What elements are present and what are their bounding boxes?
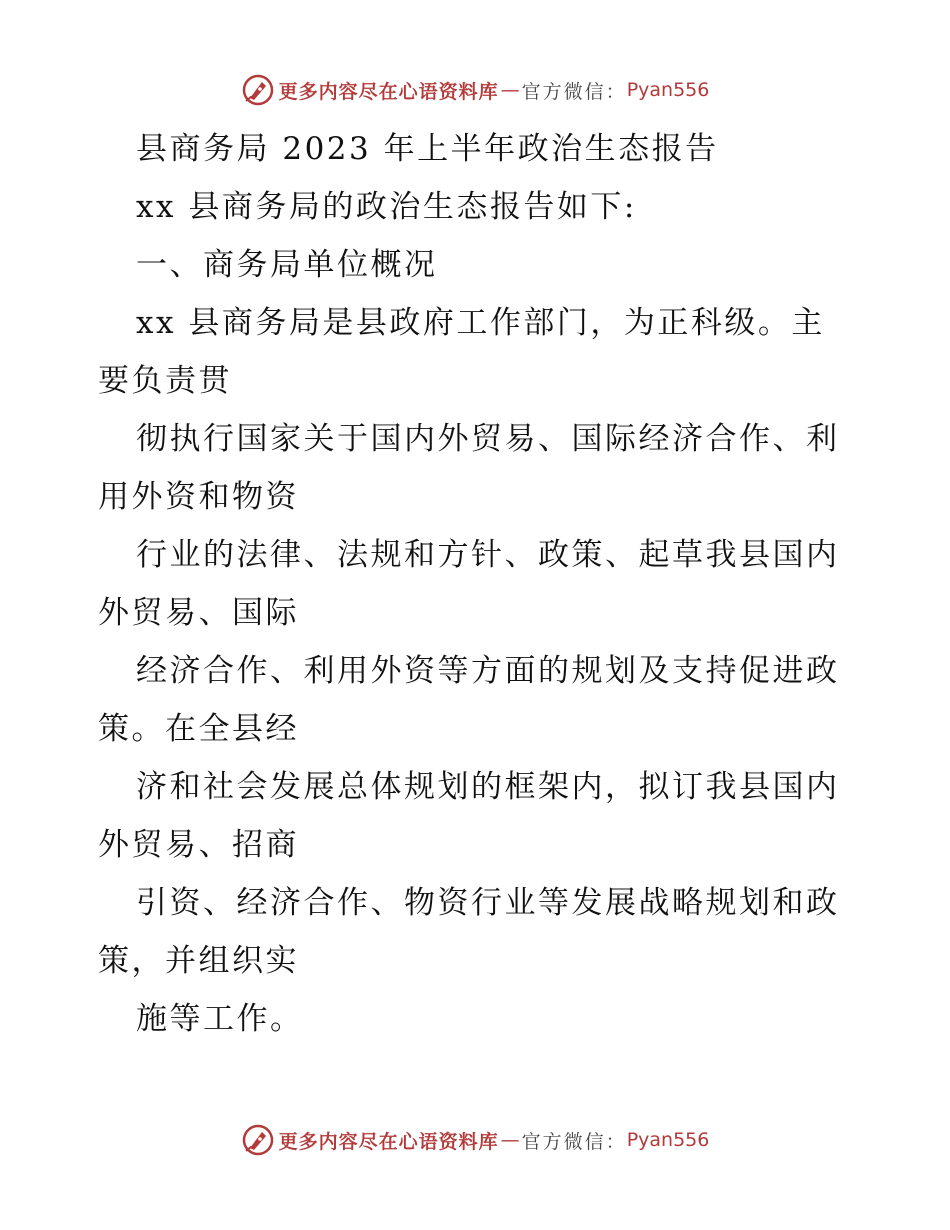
watermark-brand: 更多内容尽在心语资料库 [278, 80, 499, 103]
text-line: xx 县商务局是县政府工作部门，为正科级。主 [136, 305, 825, 341]
document-body [98, 120, 858, 1048]
watermark-separator: — [500, 79, 520, 101]
watermark-wechat-label: 官方微信： [521, 1130, 627, 1153]
text-line: 济和社会发展总体规划的框架内，拟订我县国内 [136, 769, 840, 805]
text-line: 策，并组织实 [98, 943, 299, 979]
watermark-separator: — [500, 1129, 520, 1151]
text-line: 外贸易、国际 [98, 595, 299, 631]
document-title: 县商务局 2023 年上半年政治生态报告 [136, 131, 719, 167]
text-line: 施等工作。 [136, 1001, 304, 1037]
watermark-text [279, 77, 710, 104]
text-line: 要负责贯 [98, 363, 232, 399]
section-heading: 一、商务局单位概况 [136, 247, 438, 283]
text-line: 用外资和物资 [98, 479, 299, 515]
text-line: 策。在全县经 [98, 711, 299, 747]
pen-nib-logo-icon [241, 1123, 275, 1157]
text-line: 外贸易、招商 [98, 827, 299, 863]
text-line: xx 县商务局的政治生态报告如下: [136, 189, 637, 225]
pen-nib-logo-icon [241, 73, 275, 107]
text-line: 彻执行国家关于国内外贸易、国际经济合作、利 [136, 421, 840, 457]
watermark-wechat-label: 官方微信： [521, 80, 627, 103]
header-watermark [0, 70, 950, 110]
watermark-wechat-id: Pyan556 [626, 1129, 710, 1151]
footer-watermark [0, 1120, 950, 1160]
text-line: 行业的法律、法规和方针、政策、起草我县国内 [136, 537, 840, 573]
text-line: 引资、经济合作、物资行业等发展战略规划和政 [136, 885, 840, 921]
watermark-wechat-id: Pyan556 [626, 79, 710, 101]
watermark-text [279, 1127, 710, 1154]
watermark-brand: 更多内容尽在心语资料库 [278, 1130, 499, 1153]
text-line: 经济合作、利用外资等方面的规划及支持促进政 [136, 653, 840, 689]
